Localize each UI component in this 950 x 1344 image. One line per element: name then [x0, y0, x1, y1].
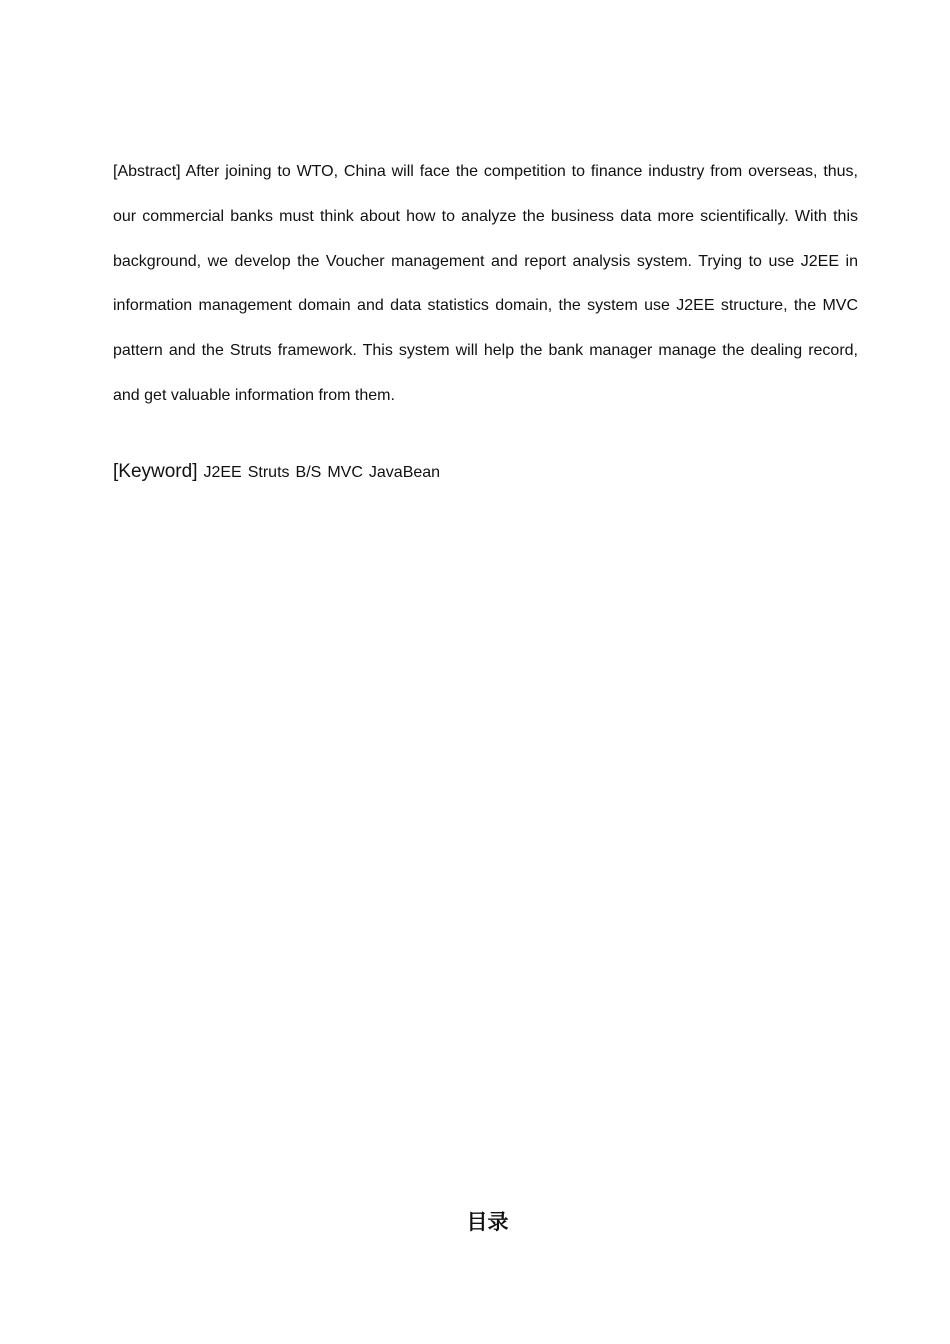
keywords-line: [113, 457, 858, 488]
keyword-item: MVC: [327, 464, 363, 481]
abstract-text: After joining to WTO, China will face the competition to finance industry from overseas, thus, our commercial banks must think about how to analyze the business data more scientifically. With this background, we develop the Voucher management and report analysis system. Trying to use J2EE in information management domain and data statistics domain, the system use J2EE structure, the MVC pattern and the Struts framework. This system will help the bank manager manage the dealing record, and get valuable information from them.: [113, 163, 859, 404]
keywords-label: [Keyword]: [113, 461, 198, 482]
keyword-item: J2EE: [203, 464, 242, 481]
keyword-item: Struts: [247, 464, 290, 481]
toc-heading: 目录: [466, 1210, 509, 1234]
abstract-paragraph: [113, 150, 858, 419]
keyword-item: B/S: [295, 464, 322, 481]
abstract-label: [Abstract]: [113, 163, 181, 180]
keyword-item: JavaBean: [368, 464, 441, 481]
